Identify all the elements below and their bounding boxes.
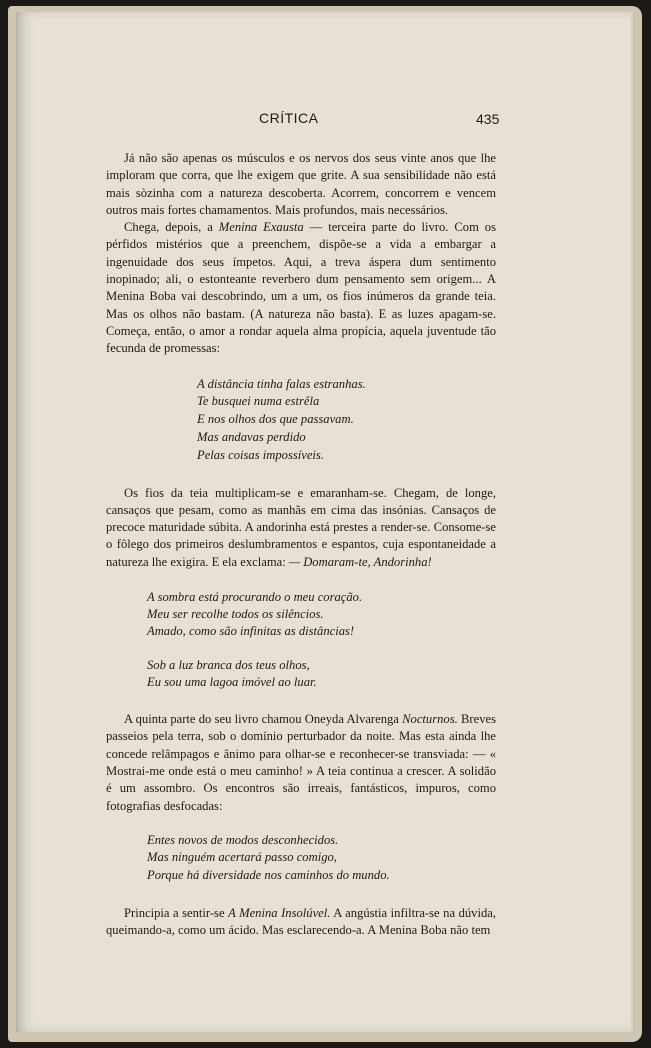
poem-line: Sob a luz branca dos teus olhos,: [147, 658, 310, 673]
paragraph-1: Já não são apenas os músculos e os nervos dos seus vinte anos que lhe imploram que corra, que lhe exigem que grite. A sua sensibilidade não está mais sòzinha com a natureza descoberta. Acorrem, concorrem e vencem outros mais fortes chamamentos. Mais profundos, mais necessários.: [106, 151, 496, 217]
poem-line: Pelas coisas impossíveis.: [197, 447, 324, 462]
poem-line: Mas ninguém acertará passo comigo,: [147, 850, 337, 865]
poem-line: A sombra está procurando o meu coração.: [147, 590, 363, 605]
poem-block-2: [147, 589, 496, 640]
running-head: [17, 110, 631, 134]
poem-line: Amado, como são infinitas as distâncias!: [147, 624, 355, 639]
poem-block-4: [147, 832, 496, 885]
paragraph-5-end: A angústia infiltra-se na dúvida, queimando-a, como um ácido. Mas esclarecendo-a. A Menina Boba não tem: [106, 905, 496, 937]
paragraph-5: [106, 905, 496, 940]
book-page: [16, 12, 631, 1032]
paragraph-4-italic: Nocturnos.: [402, 712, 458, 727]
page-body: [106, 150, 496, 939]
paragraph-5-italic: A Menina Insolúvel.: [228, 905, 331, 920]
poem-block-3: [147, 657, 496, 691]
poem-line: Eu sou uma lagoa imóvel ao luar.: [147, 675, 317, 690]
poem-line: Meu ser recolhe todos os silêncios.: [147, 607, 324, 622]
paragraph-4-end: Breves passeios pela terra, sob o domínio perturbador da noite. Mas esta ainda lhe concede relâmpagos e ânimo para olhar-se e reconhecer-se transviada: — « Mostrai-me onde está o meu caminho! » A teia continua a crescer. A solidão é um assombro. Os encontros são irreais, fantásticos, impuros, como fotografias desfocadas:: [106, 712, 496, 813]
poem-line: Te busquei numa estrêla: [197, 394, 320, 409]
paragraph-2-end: — terceira parte do livro. Com os pérfidos mistérios que a preenchem, dispõe-se a vida a embargar a ingenuidade dos seus ímpetos. Aqui, a treva áspera dum sentimento inopinado; ali, o estonteante reverbero dum pensamento sem origem... A Menina Boba vai descobrindo, um a um, os fios inúmeros da grande teia. Mas os olhos não bastam. (A natureza não basta). E as luzes apagam-se. Começa, então, o amor a rondar aquela alma propícia, aquela juventude tão fecunda de promessas:: [106, 220, 496, 356]
paragraph-2-start: Chega, depois, a: [124, 220, 219, 235]
paragraph-4: [106, 711, 496, 815]
poem-line: A distância tinha falas estranhas.: [197, 376, 366, 391]
paragraph-3: [106, 485, 496, 571]
poem-line: Porque há diversidade nos caminhos do mundo.: [147, 868, 390, 882]
poem-block-1: [197, 376, 496, 465]
paragraph-2-italic: Menina Exausta: [218, 220, 304, 235]
paragraph-3-start: Os fios da teia multiplicam-se e emaranham-se. Chegam, de longe, cansaços que pesam, como as manhãs em cima das insónias. Cansaços de precoce maturidade súbita. A andorinha está prestes a render-se. Consome-se o fôlego dos primeiros deslumbramentos e espantos, cuja espontaneidade a natureza lhe exigira. E ela exclama:: [106, 485, 496, 569]
page-number: 435: [476, 111, 500, 127]
header-title: CRÍTICA: [259, 110, 319, 126]
paragraph-2: [106, 219, 496, 357]
poem-line: Mas andavas perdido: [197, 429, 306, 444]
paragraph-4-start: A quinta parte do seu livro chamou Oneyda Alvarenga: [124, 712, 403, 727]
paragraph-5-start: Principia a sentir-se: [124, 905, 229, 920]
poem-line: Entes novos de modos desconhecidos.: [147, 832, 339, 847]
poem-line: E nos olhos dos que passavam.: [197, 412, 354, 427]
paragraph-3-italic: — Domaram-te, Andorinha!: [288, 554, 432, 569]
